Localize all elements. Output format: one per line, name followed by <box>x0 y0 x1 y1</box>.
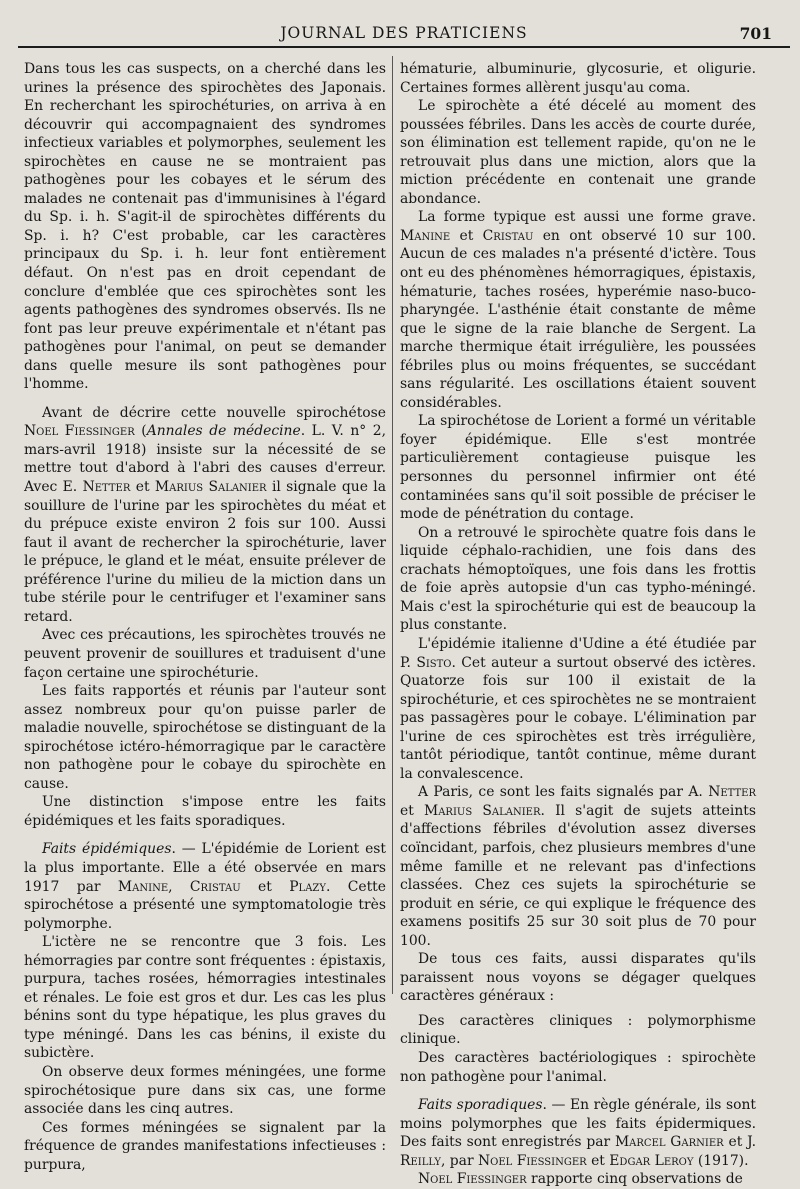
author-name: Cristau <box>482 227 534 244</box>
paragraph: Des caractères cliniques : polymorphisme clinique. <box>400 1012 756 1048</box>
paragraph: On a retrouvé le spirochète quatre fois dans le liquide céphalo-rachidien, une fois dans des crachats hémoptoïques, une fois dans les frottis de foie après autopsie d'un cas typho-méningé. Mais c'est la spirochéturie qui est de beaucoup la plus constante. <box>400 524 756 634</box>
section-heading: Faits épidémiques <box>42 841 172 858</box>
journal-title: JOURNAL DES PRATICIENS <box>280 24 528 42</box>
section-heading: Faits sporadiques <box>418 1097 543 1114</box>
column-divider <box>392 56 393 994</box>
author-name: Marcel Garnier <box>614 1134 724 1151</box>
author-name: Noel Fiessinger <box>24 423 135 440</box>
author-name: Marius Salanier <box>154 479 267 496</box>
right-column <box>400 60 757 1188</box>
author-name: Cristau <box>189 878 241 895</box>
paragraph: La spirochétose de Lorient a formé un véritable foyer épidémique. Elle s'est montrée particulièrement contagieuse puisque les personnes du personnel infirmier ont été contaminées sans qu'il soit possible de préciser le mode de pénétration du contage. <box>400 413 756 523</box>
author-name: Noel Fiessinger <box>478 1152 587 1169</box>
paragraph: Faits épidémiques. — L'épidémie de Lorient est la plus importante. Elle a été observée en mars 1917 par Manine, Cristau et Plazy. Cette spirochétose a présenté une symptomatologie très polymorphe. <box>24 841 387 932</box>
paragraph: Des caractères bactériologiques : spirochète non pathogène pour l'animal. <box>400 1049 756 1085</box>
paragraph: Les faits rapportés et réunis par l'auteur sont assez nombreux pour qu'on puisse parler de maladie nouvelle, spirochétose se distinguant de la spirochétose ictéro-hémorragique par le caractère non pathogène pour le cobaye du spirochète en cause. <box>24 683 386 792</box>
author-name: Reilly <box>400 1152 441 1169</box>
paragraph: hématurie, albuminurie, glycosurie, et oligurie. Certaines formes allèrent jusqu'au coma. <box>400 61 756 96</box>
running-header <box>18 16 790 48</box>
paragraph: Avec ces précautions, les spirochètes trouvés ne peuvent provenir de souillures et traduisent d'une façon certaine une spirochéturie. <box>24 627 386 681</box>
paragraph: Ces formes méningées se signalent par la fréquence de grandes manifestations infectieuses : purpura, <box>24 1119 386 1173</box>
author-name: Edgar Leroy <box>609 1152 694 1169</box>
paragraph: Le spirochète a été décelé au moment des poussées fébriles. Dans les accès de courte durée, son élimination est tellement rapide, qu'on ne le retrouvait plus dans une miction, alors que la miction précédente en contenait une grande abondance. <box>400 98 756 207</box>
paragraph: Faits sporadiques. — En règle générale, ils sont moins polymorphes que les faits épidermiques. Des faits sont enregistrés par Marcel Garnier et J. Reilly, par Noel Fiessinger et Edgar Leroy (1917). <box>400 1097 756 1169</box>
paragraph: Avant de décrire cette nouvelle spirochétose Noel Fiessinger (Annales de médecine. L. V. n° 2, mars-avril 1918) insiste sur la nécessité de se mettre tout d'abord à l'abri des causes d'erreur. Avec E. Netter et Marius Salanier il signale que la souillure de l'urine par les spirochètes du méat et du prépuce existe environ 2 fois sur 100. Aussi faut il avant de rechercher la spirochéturie, laver le prépuce, le gland et le méat, ensuite prélever de préférence l'urine du milieu de la miction dans un tube stérile pour le centrifuger et l'examiner sans retard. <box>24 404 387 625</box>
left-column <box>24 60 387 1173</box>
author-name: Sisto <box>416 654 452 671</box>
paragraph: L'ictère ne se rencontre que 3 fois. Les hémorragies par contre sont fréquentes : épistaxis, purpura, taches rosées, hémorragies intestinales et rénales. Le foie est gros et dur. Les cas les plus bénins sont du type hépatique, les plus graves du type méningé. Dans les cas bénins, il existe du subictère. <box>24 934 386 1062</box>
paragraph: Dans tous les cas suspects, on a cherché dans les urines la présence des spirochètes des Japonais. En recherchant les spirochéturies, on arriva à en découvrir qui accompagnaient des syndromes infectieux variables et polymorphes, seulement les spirochètes en cause ne se montraient pas pathogènes pour les cobayes et le sérum des malades ne contenait pas d'immunisines à l'égard du Sp. i. h. S'agit-il de spirochètes différents du Sp. i. h? C'est probable, car les caractères principaux du Sp. i. h. leur font entièrement défaut. On n'est pas en droit cependant de conclure d'emblée que ces spirochètes sont les agents pathogènes des syndromes observés. Ils ne font pas leur preuve expérimentale et n'étant pas pathogènes pour l'animal, on peut se demander dans quelle mesure ils sont pathogènes pour l'homme. <box>24 61 386 393</box>
paragraph: La forme typique est aussi une forme grave. Manine et Cristau en ont observé 10 sur 100. Aucun de ces malades n'a présenté d'ictère. Tous ont eu des phénomènes hémorragiques, épistaxis, hématurie, taches rosées, hyperémie naso-buco-pharyngée. L'asthénie était constante de même que le signe de la raie blanche de Sergent. La marche thermique était irrégulière, les poussées fébriles plus ou moins fréquentes, se succédant sans régularité. Les oscillations étaient souvent considérables. <box>400 209 756 411</box>
header-rule <box>18 46 790 48</box>
author-name: Manine <box>400 227 451 244</box>
journal-reference: Annales de médecine <box>146 423 301 440</box>
paragraph: A Paris, ce sont les faits signalés par A. Netter et Marius Salanier. Il s'agit de sujets atteints d'affections fébriles d'évolution assez diverses coïncidant, parfois, chez plusieurs membres d'une même famille et ne relevant pas d'infections classées. Chez ces sujets la spirochéturie se produit en série, ce qui explique le fréquence des examens positifs 25 sur 30 soit plus de 70 pour 100. <box>400 784 757 949</box>
paragraph: L'épidémie italienne d'Udine a été étudiée par P. Sisto. Cet auteur a surtout observé des ictères. Quatorze fois sur 100 il existait de la spirochéturie, et ces spirochètes ne se montraient pas passagères pour le cobaye. L'élimination par l'urine de ces spirochètes est très irrégulière, tantôt périodique, tantôt continue, même durant la convalescence. <box>400 635 756 782</box>
paragraph: On observe deux formes méningées, une forme spirochétosique pure dans six cas, une forme associée dans les cinq autres. <box>24 1063 386 1118</box>
page-number: 701 <box>739 24 772 43</box>
paragraph: De tous ces faits, aussi disparates qu'ils paraissent nous voyons se dégager quelques caractères généraux : <box>400 951 756 1005</box>
paragraph: Noel Fiessinger rapporte cinq observations de <box>418 1171 743 1188</box>
paragraph: Une distinction s'impose entre les faits épidémiques et les faits sporadiques. <box>24 794 386 829</box>
author-name: Noel Fiessinger <box>418 1171 527 1188</box>
author-name: Netter <box>82 479 131 496</box>
author-name: Plazy <box>289 878 326 895</box>
author-name: Manine <box>117 878 169 895</box>
author-name: Netter <box>708 784 756 801</box>
author-name: Marius Salanier <box>423 802 541 819</box>
